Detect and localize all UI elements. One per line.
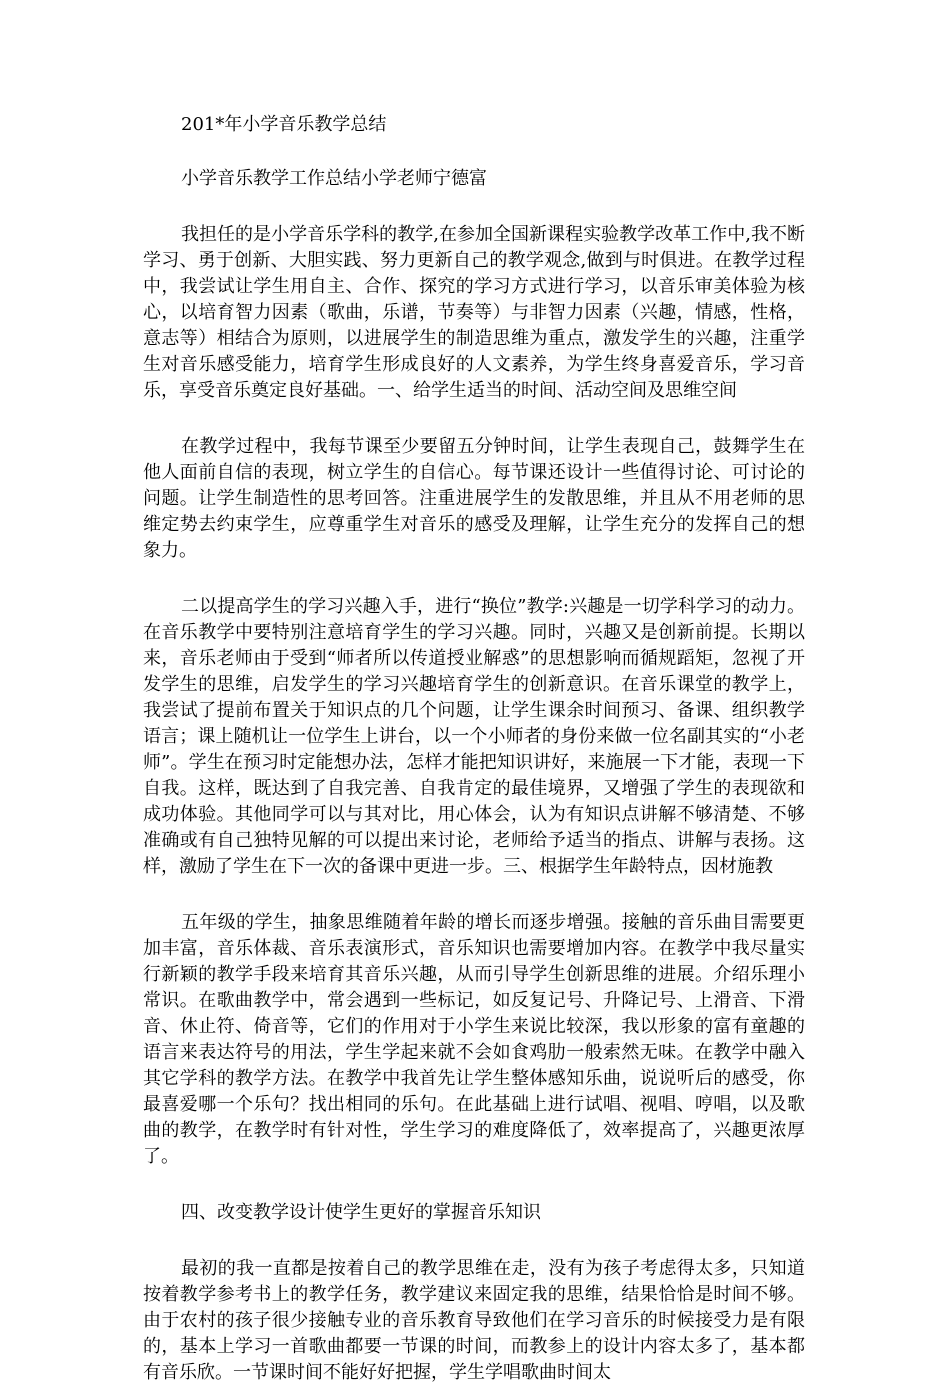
spacer — [143, 564, 805, 594]
paragraph-section-1: 在教学过程中，我每节课至少要留五分钟时间，让学生表现自己，鼓舞学生在他人面前自信的表现，树立学生的自信心。每节课还设计一些值得讨论、可讨论的问题。让学生制造性的思考回答。注重进展学生的发散思维，并且从不用老师的思维定势去约束学生，应尊重学生对音乐的感受及理解，让学生充分的发挥自己的想象力。 — [143, 436, 805, 561]
paragraph-section-3: 五年级的学生，抽象思维随着年龄的增长而逐步增强。接触的音乐曲目需要更加丰富，音乐体裁、音乐表演形式，音乐知识也需要增加内容。在教学中我尽量实行新颖的教学手段来培育其音乐兴趣，从而引导学生创新思维的进展。介绍乐理小常识。在歌曲教学中，常会遇到一些标记，如反复记号、升降记号、上滑音、下滑音、休止符、倚音等，它们的作用对于小学生来说比较深，我以形象的富有童趣的语言来表达符号的用法，学生学起来就不会如食鸡肋一般索然无味。在教学中融入其它学科的教学方法。在教学中我首先让学生整体感知乐曲，说说听后的感受，你最喜爱哪一个乐句？找出相同的乐句。在此基础上进行试唱、视唱、哼唱，以及歌曲的教学，在教学时有针对性，学生学习的难度降低了，效率提高了，兴趣更浓厚了。 — [143, 912, 805, 1167]
document-title: 201*年小学音乐教学总结 — [181, 114, 387, 135]
spacer — [143, 880, 805, 910]
paragraph-intro: 我担任的是小学音乐学科的教学,在参加全国新课程实验教学改革工作中,我不断学习、勇于创新、大胆实践、努力更新自己的教学观念,做到与时俱进。在教学过程中，我尝试让学生用自主、合作、探究的学习方式进行学习，以音乐审美体验为核心，以培育智力因素（歌曲，乐谱，节奏等）与非智力因素（兴趣，情感，性格，意志等）相结合为原则，以进展学生的制造思维为重点，激发学生的兴趣，注重学生对音乐感受能力，培育学生形成良好的人文素养，为学生终身喜爱音乐，学习音乐，享受音乐奠定良好基础。一、给学生适当的时间、活动空间及思维空间 — [143, 224, 805, 401]
spacer — [143, 1226, 805, 1256]
spacer — [143, 404, 805, 434]
paragraph-section-2: 二以提高学生的学习兴趣入手，进行“换位”教学:兴趣是一切学科学习的动力。在音乐教学中要特别注意培育学生的学习兴趣。同时，兴趣又是创新前提。长期以来，音乐老师由于受到“师者所以传道授业解惑”的思想影响而循规蹈矩，忽视了开发学生的思维，启发学生的学习兴趣培育学生的创新意识。在音乐课堂的教学上，我尝试了提前布置关于知识点的几个问题，让学生课余时间预习、备课、组织教学语言；课上随机让一位学生上讲台，以一个小师者的身份来做一位名副其实的“小老师”。学生在预习时定能想办法，怎样才能把知识讲好，来施展一下才能，表现一下自我。这样，既达到了自我完善、自我肯定的最佳境界，又增强了学生的表现欲和成功体验。其他同学可以与其对比，用心体会，认为有知识点讲解不够清楚、不够准确或有自己独特见解的可以提出来讨论，老师给予适当的指点、讲解与表扬。这样，激励了学生在下一次的备课中更进一步。三、根据学生年龄特点，因材施教 — [143, 596, 805, 877]
document-page — [143, 112, 805, 1386]
spacer — [143, 192, 805, 222]
spacer — [143, 1170, 805, 1200]
paragraph-section-4: 最初的我一直都是按着自己的教学思维在走，没有为孩子考虑得太多，只知道按着教学参考书上的教学任务，教学建议来固定我的思维，结果恰恰是时间不够。由于农村的孩子很少接触专业的音乐教育导致他们在学习音乐的时候接受力是有限的，基本上学习一首歌曲都要一节课的时间，而教参上的设计内容太多了，基本都有音乐欣。一节课时间不能好好把握，学生学唱歌曲时间太 — [143, 1258, 805, 1383]
spacer — [143, 138, 805, 166]
section-heading-4: 四、改变教学设计使学生更好的掌握音乐知识 — [181, 1202, 541, 1223]
document-subtitle: 小学音乐教学工作总结小学老师宁德富 — [181, 168, 487, 189]
